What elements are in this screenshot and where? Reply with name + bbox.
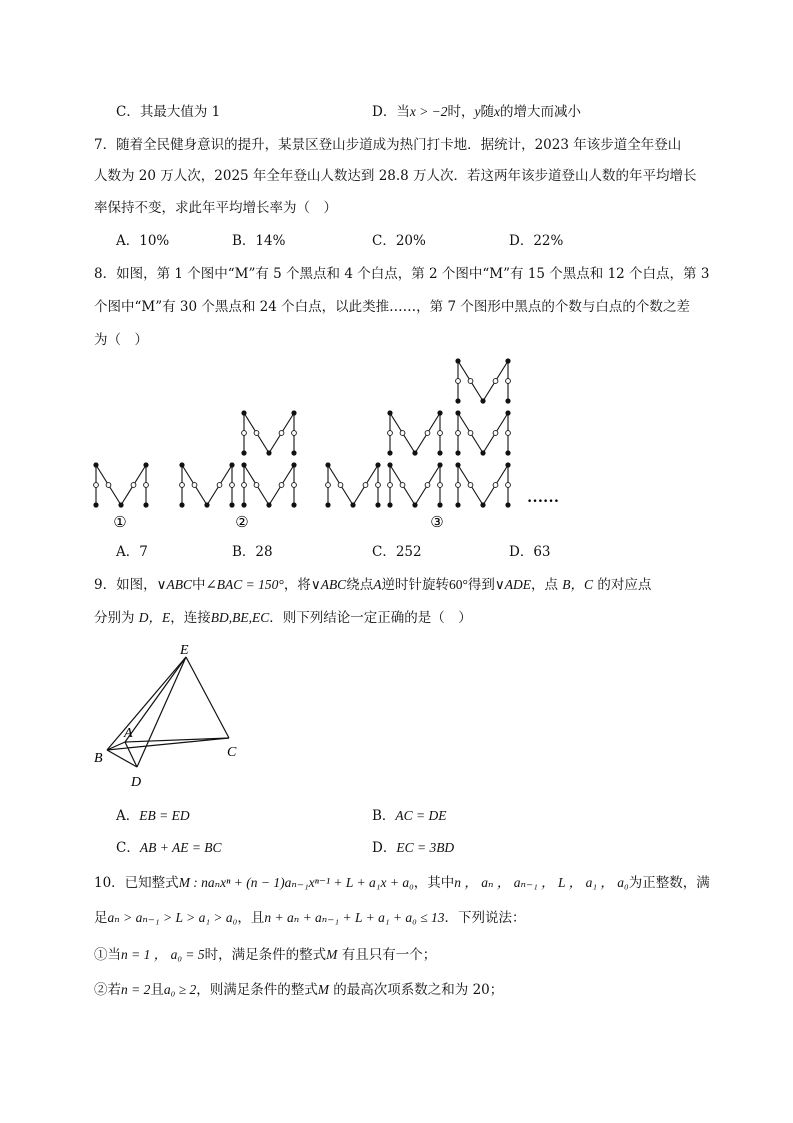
q7-option-b: B．14% <box>232 233 286 249</box>
q6-option-d-prefix: D．当 <box>372 104 410 120</box>
white-dot <box>456 431 461 436</box>
q10-text: 时，满足条件的整式 <box>204 947 327 963</box>
white-dot <box>292 483 297 488</box>
q8-m-pattern-figure <box>0 350 793 535</box>
q9-figure-lines <box>107 657 229 767</box>
q9-option-d <box>372 838 454 858</box>
q10-text: 有且只有一个； <box>337 947 437 963</box>
q9-triangle-abc: ∨ABC <box>156 577 192 592</box>
black-dot <box>325 462 330 467</box>
white-dot <box>468 431 473 436</box>
black-dot <box>229 462 234 467</box>
white-dot <box>438 431 443 436</box>
q10-text: ②若 <box>94 982 121 998</box>
black-dot <box>387 462 392 467</box>
q8-label-1: ① <box>113 515 127 531</box>
q8-option-a: A．7 <box>116 544 148 560</box>
q9-triangle-abc-2: ∨ABC <box>310 577 347 592</box>
black-dot <box>229 502 234 507</box>
q9-option-d-math: EC = 3BD <box>396 840 455 855</box>
q10-polynomial: M : naₙxⁿ + (n − 1)aₙ₋₁xⁿ⁻¹ + L + a₁x + a₀ <box>178 875 414 890</box>
q7-stem-line1: 7．随着全民健身意识的提升，某景区登山步道成为热门打卡地．据统计，2023 年该步道全年登山 <box>94 137 682 153</box>
q10-statement-2 <box>94 980 503 1000</box>
q6-option-d-x: x <box>494 104 501 119</box>
black-dot <box>143 462 148 467</box>
white-dot <box>506 379 511 384</box>
black-dot <box>291 410 296 415</box>
q9-text: 逆时针旋转 <box>381 577 449 593</box>
label-c: C <box>227 745 237 760</box>
black-dot <box>480 398 485 403</box>
q9-triangle-figure <box>88 638 248 798</box>
q6-option-d-condition: x > −2 <box>409 104 448 119</box>
black-dot <box>505 358 510 363</box>
black-dot <box>241 502 246 507</box>
q7-stem-line3: 率保持不变，求此年平均增长率为（ ） <box>94 200 337 216</box>
q10-statement-1-condition: n = 1 ， a₀ = 5 <box>121 947 205 962</box>
white-dot <box>425 483 430 488</box>
white-dot <box>506 483 511 488</box>
q6-option-d-mid: 随 <box>480 104 495 120</box>
white-dot <box>254 431 259 436</box>
q9-stem-line1 <box>94 575 651 595</box>
q9-option-b <box>372 806 447 826</box>
black-dot <box>455 450 460 455</box>
white-dot <box>376 483 381 488</box>
q9-text: 的对应点 <box>593 577 652 593</box>
q10-text: 为正整数，满 <box>628 875 710 891</box>
black-dot <box>437 410 442 415</box>
black-dot <box>375 462 380 467</box>
black-dot <box>204 502 209 507</box>
black-dot <box>241 462 246 467</box>
q10-statement-2-m: M <box>317 982 329 997</box>
q10-statement-2-condition-2: a₀ ≥ 2 <box>163 982 197 997</box>
q9-option-d-label: D． <box>372 840 397 856</box>
q9-text: 得到 <box>467 577 495 593</box>
q9-stem-line2 <box>94 608 472 628</box>
q6-option-d <box>372 102 581 122</box>
black-dot <box>93 462 98 467</box>
white-dot <box>242 483 247 488</box>
white-dot <box>438 483 443 488</box>
q9-option-b-math: AC = DE <box>395 808 447 823</box>
black-dot <box>455 358 460 363</box>
segment-ed <box>137 657 186 767</box>
q7-option-d: D．22% <box>509 233 564 249</box>
white-dot <box>400 483 405 488</box>
q10-text: 且 <box>150 982 164 998</box>
black-dot <box>455 410 460 415</box>
q9-text: 绕点 <box>346 577 374 593</box>
black-dot <box>93 502 98 507</box>
black-dot <box>437 462 442 467</box>
white-dot <box>468 379 473 384</box>
white-dot <box>192 483 197 488</box>
q9-text: 中 <box>191 577 206 593</box>
q6-option-d-suffix1: 时， <box>447 104 475 120</box>
q9-points-de: D，E <box>138 610 171 625</box>
white-dot <box>506 431 511 436</box>
q6-option-d-suffix2: 的增大而减小 <box>500 104 582 120</box>
white-dot <box>180 483 185 488</box>
q9-text: ，将 <box>283 577 311 593</box>
white-dot <box>338 483 343 488</box>
black-dot <box>505 410 510 415</box>
q10-text: 的最高次项系数之和为 20； <box>328 982 504 998</box>
black-dot <box>455 502 460 507</box>
black-dot <box>179 502 184 507</box>
black-dot <box>505 462 510 467</box>
q10-statement-1 <box>94 945 436 965</box>
q9-option-c-label: C． <box>116 840 140 856</box>
white-dot <box>292 431 297 436</box>
q10-stem-line1 <box>94 873 710 893</box>
q10-statement-2-condition: n = 2 <box>121 982 151 997</box>
label-b: B <box>94 751 103 766</box>
label-d: D <box>131 775 142 790</box>
white-dot <box>242 431 247 436</box>
q9-text: 9．如图， <box>94 577 157 593</box>
q6-option-c: C．其最大值为 1 <box>116 104 221 120</box>
q8-option-c: C．252 <box>372 544 422 560</box>
q8-stem-line3: 为（ ） <box>94 332 148 348</box>
black-dot <box>266 450 271 455</box>
white-dot <box>493 483 498 488</box>
white-dot <box>425 431 430 436</box>
white-dot <box>131 483 136 488</box>
q10-text: ①当 <box>94 947 121 963</box>
white-dot <box>217 483 222 488</box>
black-dot <box>455 398 460 403</box>
black-dot <box>387 410 392 415</box>
black-dot <box>412 502 417 507</box>
q8-option-d: D．63 <box>509 544 551 560</box>
white-dot <box>456 379 461 384</box>
black-dot <box>241 450 246 455</box>
q9-angle-bac: ∠BAC = 150° <box>205 577 284 592</box>
black-dot <box>118 502 123 507</box>
q8-label-2: ② <box>235 515 249 531</box>
label-a: A <box>124 726 133 741</box>
black-dot <box>505 450 510 455</box>
black-dot <box>437 502 442 507</box>
white-dot <box>388 431 393 436</box>
segment-ea <box>125 657 186 742</box>
q10-text: ，则满足条件的整式 <box>196 982 318 998</box>
q10-text: ，其中 <box>413 875 455 891</box>
white-dot <box>279 431 284 436</box>
white-dot <box>468 483 473 488</box>
black-dot <box>291 462 296 467</box>
black-dot <box>291 450 296 455</box>
white-dot <box>279 483 284 488</box>
q9-triangle-ade: ∨ADE <box>494 577 531 592</box>
black-dot <box>505 502 510 507</box>
q7-option-c: C．20% <box>372 233 426 249</box>
black-dot <box>505 398 510 403</box>
q9-text: ．则下列结论一定正确的是（ ） <box>269 610 472 626</box>
q9-option-b-label: B． <box>372 808 396 824</box>
black-dot <box>387 502 392 507</box>
q7-stem-line2: 人数为 20 万人次，2025 年全年登山人数达到 28.8 万人次．若这两年该步道登山人数的年平均增长 <box>94 168 697 184</box>
q8-label-3: ③ <box>430 515 444 531</box>
white-dot <box>94 483 99 488</box>
q10-text: ，且 <box>237 910 265 926</box>
black-dot <box>480 502 485 507</box>
white-dot <box>400 431 405 436</box>
white-dot <box>254 483 259 488</box>
black-dot <box>412 450 417 455</box>
black-dot <box>375 502 380 507</box>
q10-text: 10．已知整式 <box>94 875 179 891</box>
white-dot <box>493 379 498 384</box>
q9-text: 分别为 <box>94 610 139 626</box>
q8-option-b: B．28 <box>232 544 273 560</box>
segment-eb <box>107 657 186 750</box>
white-dot <box>230 483 235 488</box>
q9-rotation-angle: 60° <box>448 577 468 592</box>
q9-option-a-math: EB = ED <box>139 808 190 823</box>
q10-text: 足 <box>94 910 108 926</box>
q10-variable-list: n ， aₙ ， aₙ₋₁ ， L ， a₁ ， a₀ <box>454 875 629 890</box>
q10-text: ．下列说法： <box>444 910 526 926</box>
q9-option-c <box>116 838 222 858</box>
segment-ec <box>186 657 229 738</box>
q9-text: ，连接 <box>170 610 211 626</box>
white-dot <box>144 483 149 488</box>
black-dot <box>241 410 246 415</box>
white-dot <box>493 431 498 436</box>
q10-stem-line2 <box>94 908 525 928</box>
black-dot <box>387 450 392 455</box>
black-dot <box>350 502 355 507</box>
q9-point-a: A <box>373 577 382 592</box>
label-e: E <box>180 643 189 658</box>
q8-stem-line1: 8．如图，第 1 个图中“M”有 5 个黑点和 4 个白点，第 2 个图中“M”有 15 个黑点和 12 个白点，第 3 <box>94 266 710 282</box>
white-dot <box>388 483 393 488</box>
black-dot <box>143 502 148 507</box>
q8-ellipsis: …… <box>527 489 559 506</box>
black-dot <box>325 502 330 507</box>
white-dot <box>106 483 111 488</box>
black-dot <box>480 450 485 455</box>
q10-inequality-chain: aₙ > aₙ₋₁ > L > a₁ > a₀ <box>107 910 238 925</box>
q9-option-a-label: A． <box>116 808 140 824</box>
white-dot <box>363 483 368 488</box>
q9-option-c-math: AB + AE = BC <box>139 840 222 855</box>
m-figure-layer <box>93 358 510 507</box>
q8-stem-line2: 个图中“M”有 30 个黑点和 24 个白点，以此类推……，第 7 个图形中黑点的个数与白点的个数之差 <box>94 299 690 315</box>
q9-text: ，点 <box>530 577 563 593</box>
q9-points-bc: B，C <box>562 577 594 592</box>
q6-option-d-y: y <box>474 104 481 119</box>
q7-option-a: A．10% <box>116 233 170 249</box>
black-dot <box>437 450 442 455</box>
black-dot <box>179 462 184 467</box>
q9-option-a <box>116 806 190 826</box>
black-dot <box>291 502 296 507</box>
q10-statement-1-m: M <box>326 947 338 962</box>
white-dot <box>326 483 331 488</box>
black-dot <box>266 502 271 507</box>
q9-segments: BD,BE,EC <box>210 610 270 625</box>
black-dot <box>455 462 460 467</box>
q10-sum-constraint: n + aₙ + aₙ₋₁ + L + a₁ + a₀ ≤ 13 <box>264 910 445 925</box>
white-dot <box>456 483 461 488</box>
